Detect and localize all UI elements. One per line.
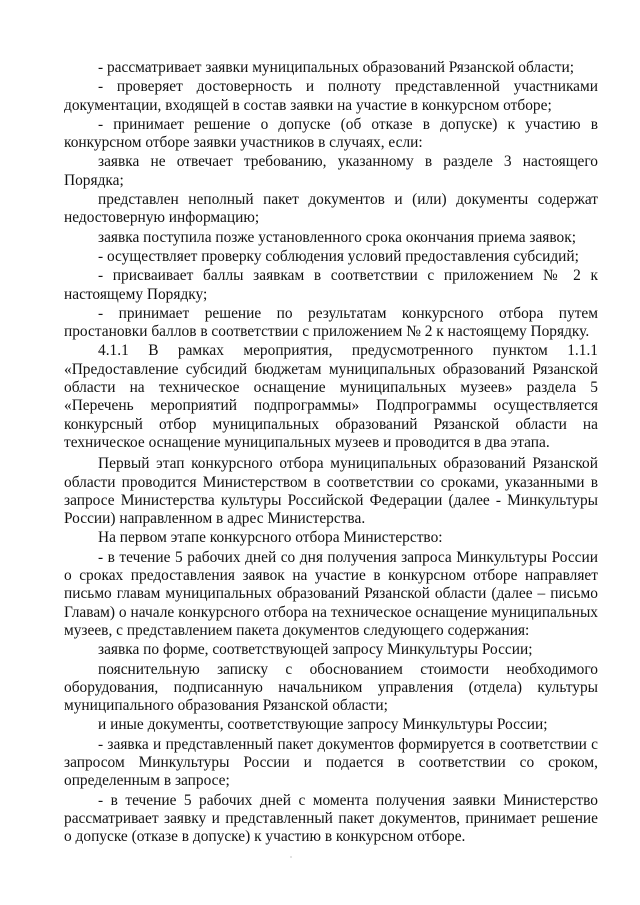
paragraph-first-stage: Первый этап конкурсного отбора муниципальных образований Рязанской области проводится Министерством в соответствии со сроками, указанными в запросе Министерства культуры Российской Федерации (далее - Минкультуры России) направленном в адрес Министерства. (64, 455, 598, 528)
paragraph-package-formation: - заявка и представленный пакет документов формируется в соответствии с запросом Минкультуры России и подается в соответствии со сроком, определенным в запросе; (64, 735, 598, 790)
paragraph-admission-decision: - принимает решение о допуске (об отказе в допуске) к участию в конкурсном отборе заявки участников в случаях, если: (64, 115, 598, 152)
paragraph-results-decision: - принимает решение по результатам конкурсного отбора путем простановки баллов в соответствии с приложением № 2 к настоящему Порядку. (64, 304, 598, 341)
paragraph-application-form: заявка по форме, соответствующей запросу Минкультуры России; (98, 641, 533, 659)
paragraph-condition-late: заявка поступила позже установленного срока окончания приема заявок; (98, 228, 576, 246)
paragraph-condition-requirements: заявка не отвечает требованию, указанному в разделе 3 настоящего Порядка; (64, 153, 598, 189)
paragraph-review-applications: - рассматривает заявки муниципальных образований Рязанской области; (98, 59, 575, 76)
paragraph-verify-documentation: - проверяет достоверность и полноту представленной участниками документации, входящей в состав заявки на участие в конкурсном отборе; (64, 78, 598, 114)
scan-artifact (290, 856, 292, 858)
paragraph-first-stage-intro: На первом этапе конкурсного отбора Министерство: (98, 529, 443, 547)
paragraph-letter-to-heads: - в течение 5 рабочих дней со дня получения запроса Минкультуры России о сроках предоставления заявок на участие в конкурсном отборе направляет письмо главам муниципальных образований Рязанской области (далее – письмо Главам) о начале конкурсного отбора на техническое оснащение муниципальных музеев, с представлением пакета документов следующего содержания: (64, 548, 598, 639)
paragraph-other-documents: и иные документы, соответствующие запросу Минкультуры России; (98, 716, 548, 734)
paragraph-ministry-review: - в течение 5 рабочих дней с момента получения заявки Министерство рассматривает заявку и представленный пакет документов, принимает решение о допуске (отказе в допуске) к участию в конкурсном отборе. (64, 791, 598, 846)
paragraph-assign-points: - присваивает баллы заявкам в соответствии с приложением № 2 к настоящему Порядку; (64, 267, 598, 303)
paragraph-section-4-1-1: 4.1.1 В рамках мероприятия, предусмотренного пунктом 1.1.1 «Предоставление субсидий бюджетам муниципальных образований Рязанской области на техническое оснащение муниципальных музеев» раздела 5 «Перечень мероприятий подпрограммы» Подпрограммы осуществляется конкурсный отбор муниципальных образований Рязанской области на техническое оснащение муниципальных музеев и проводится в два этапа. (64, 342, 598, 451)
paragraph-explanatory-note: пояснительную записку с обоснованием стоимости необходимого оборудования, подписанную начальником управления (отдела) культуры муниципального образования Рязанской области; (64, 660, 598, 715)
paragraph-condition-incomplete: представлен неполный пакет документов и (или) документы содержат недостоверную информацию; (64, 191, 598, 227)
paragraph-check-conditions: - осуществляет проверку соблюдения условий предоставления субсидий; (98, 247, 579, 265)
document-page (64, 59, 598, 846)
